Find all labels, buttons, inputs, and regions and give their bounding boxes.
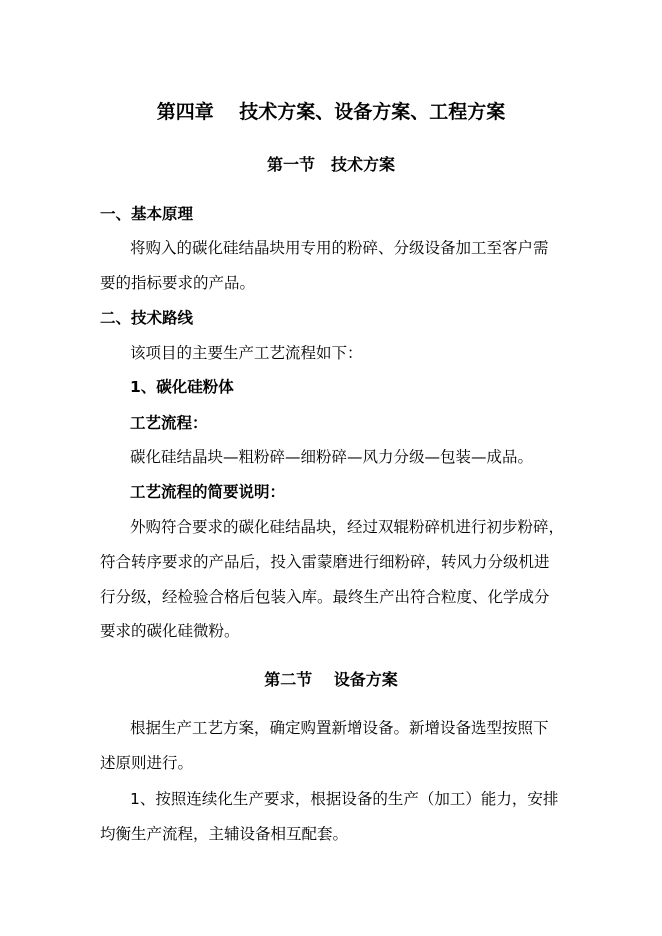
paragraph-line: 要的指标要求的产品。 xyxy=(100,274,256,292)
chapter-title: 第四章 技术方案、设备方案、工程方案 xyxy=(156,101,506,123)
paragraph-line: 符合转序要求的产品后，投入雷蒙磨进行细粉碎，转风力分级机进 xyxy=(100,553,550,571)
paragraph-line: 该项目的主要生产工艺流程如下： xyxy=(130,344,363,362)
paragraph-line: 要求的碳化硅微粉。 xyxy=(100,622,240,640)
process-flow-text: 碳化硅结晶块—粗粉碎—细粉碎—风力分级—包装—成品。 xyxy=(130,448,534,466)
heading-basic-principle: 一、基本原理 xyxy=(100,205,194,223)
paragraph-line: 将购入的碳化硅结晶块用专用的粉碎、分级设备加工至客户需 xyxy=(130,239,549,257)
label-process-flow: 工艺流程： xyxy=(130,414,208,432)
paragraph-line: 1、按照连续化生产要求，根据设备的生产（加工）能力，安排 xyxy=(130,790,559,808)
label-process-brief: 工艺流程的简要说明： xyxy=(130,483,286,501)
paragraph-line: 均衡生产流程，主辅设备相互配套。 xyxy=(100,825,349,843)
heading-tech-route: 二、技术路线 xyxy=(100,309,194,327)
section-1-title: 第一节 技术方案 xyxy=(266,155,395,174)
paragraph-line: 行分级，经检验合格后包装入库。最终生产出符合粒度、化学成分 xyxy=(100,588,550,606)
paragraph-line: 外购符合要求的碳化硅结晶块，经过双辊粉碎机进行初步粉碎， xyxy=(130,518,565,536)
subheading-sic-powder: 1、碳化硅粉体 xyxy=(130,378,234,396)
section-2-title: 第二节 设备方案 xyxy=(264,670,398,689)
paragraph-line: 根据生产工艺方案，确定购置新增设备。新增设备选型按照下 xyxy=(130,719,549,737)
paragraph-line: 述原则进行。 xyxy=(100,754,194,772)
